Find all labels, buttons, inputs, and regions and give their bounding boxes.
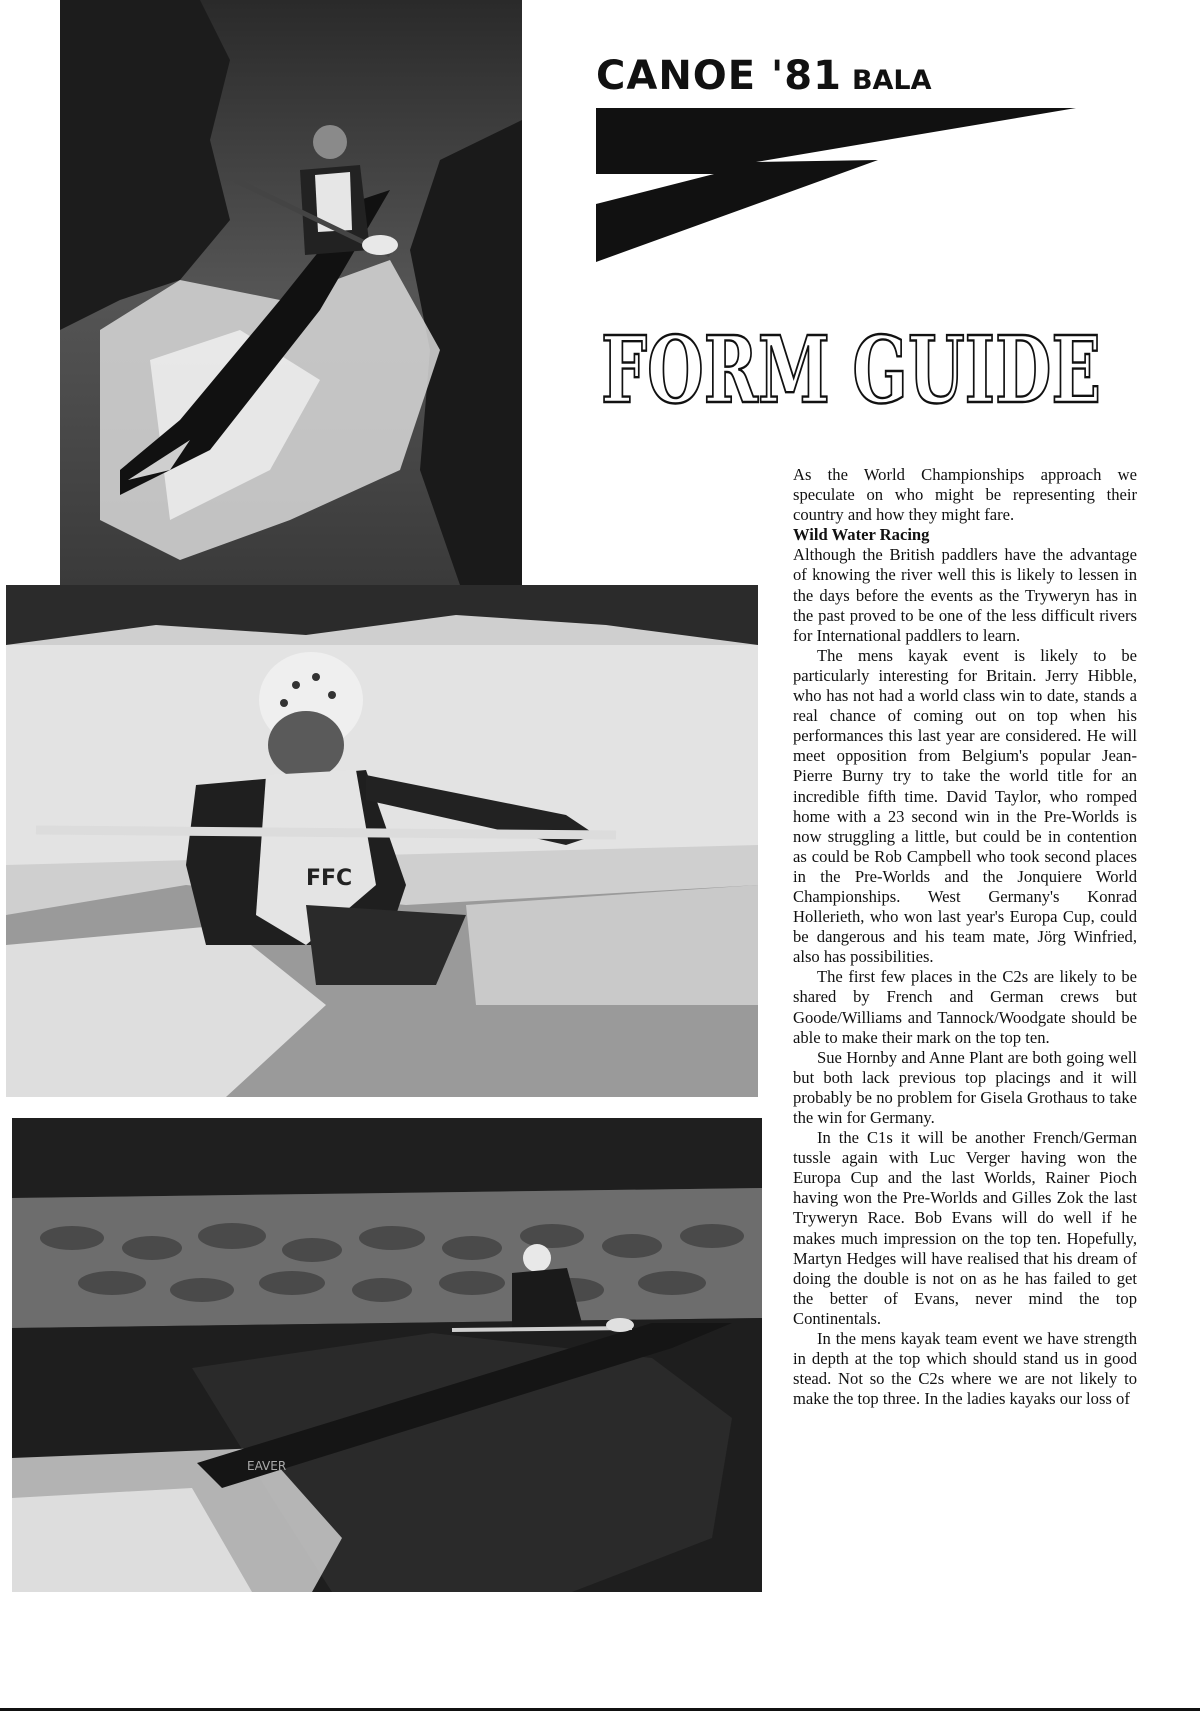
photo-kayaker-rapids [60,0,522,585]
headline-text: FORM GUIDE [601,318,1101,418]
article-paragraph: In the C1s it will be another French/German tussle again with Luc Verger having won the Europa Cup and the last Worlds, Rainer Pioch having won the Pre-Worlds and Gilles Zok the last Tryweryn Race. Bob Evans will do well if he makes much impression on the top ten. Hopefully, Martyn Hedges will have realised that his dream of doing the double is not on as he has failed to get the better of Evans, never mind the top Continentals. [793,1128,1137,1328]
article-paragraph: The first few places in the C2s are likely to be shared by French and German crews but Goode/Williams and Tannock/Woodgate should be able to make their mark on the top ten. [793,967,1137,1047]
page-bottom-rule [0,1708,1200,1711]
bib-text: FFC [306,866,353,891]
article-intro: As the World Championships approach we speculate on who might be representing their country and how they might fare. [793,465,1137,525]
headline [596,318,1106,418]
masthead-brand: CANOE '81 [596,53,842,99]
section-heading: Wild Water Racing [793,525,930,545]
masthead [596,53,1096,99]
article-paragraph: In the mens kayak team event we have strength in depth at the top which should stand us in good stead. Not so the C2s where we are not likely to make the top three. In the ladies kayaks our loss of [793,1329,1137,1409]
photo-paddler-closeup [6,585,758,1097]
article-paragraph: The mens kayak event is likely to be particularly interesting for Britain. Jerry Hibble, who has not had a world class win to date, stands a real chance of coming out on top when his performances this last year are considered. He will meet opposition from Belgium's popular Jean-Pierre Burny try to take the world title for an incredible fifth time. David Taylor, who romped home with a 23 second win in the Pre-Worlds is now struggling a little, but could be in contention as could be Rob Campbell who took second places in the Pre-Worlds and the Jonquiere World Championships. West Germany's Konrad Hollerieth, who won last year's Europa Cup, could be dangerous and his team mate, Jörg Winfried, also has possibilities. [793,645,1137,967]
article-body [793,465,1137,1409]
photo-kayaker-weir [12,1118,762,1592]
masthead-logo-graphic [596,104,1076,262]
masthead-place: BALA [851,65,932,96]
boat-text: EAVER [247,1459,287,1473]
article-paragraph: Sue Hornby and Anne Plant are both going well but both lack previous top placings and it will probably be no problem for Gisela Grothaus to take the win for Germany. [793,1047,1137,1127]
article-paragraph: Although the British paddlers have the advantage of knowing the river well this is likely to lessen in the days before the events as the Tryweryn has in the past proved to be one of the less difficult rivers for International paddlers to learn. [793,545,1137,645]
